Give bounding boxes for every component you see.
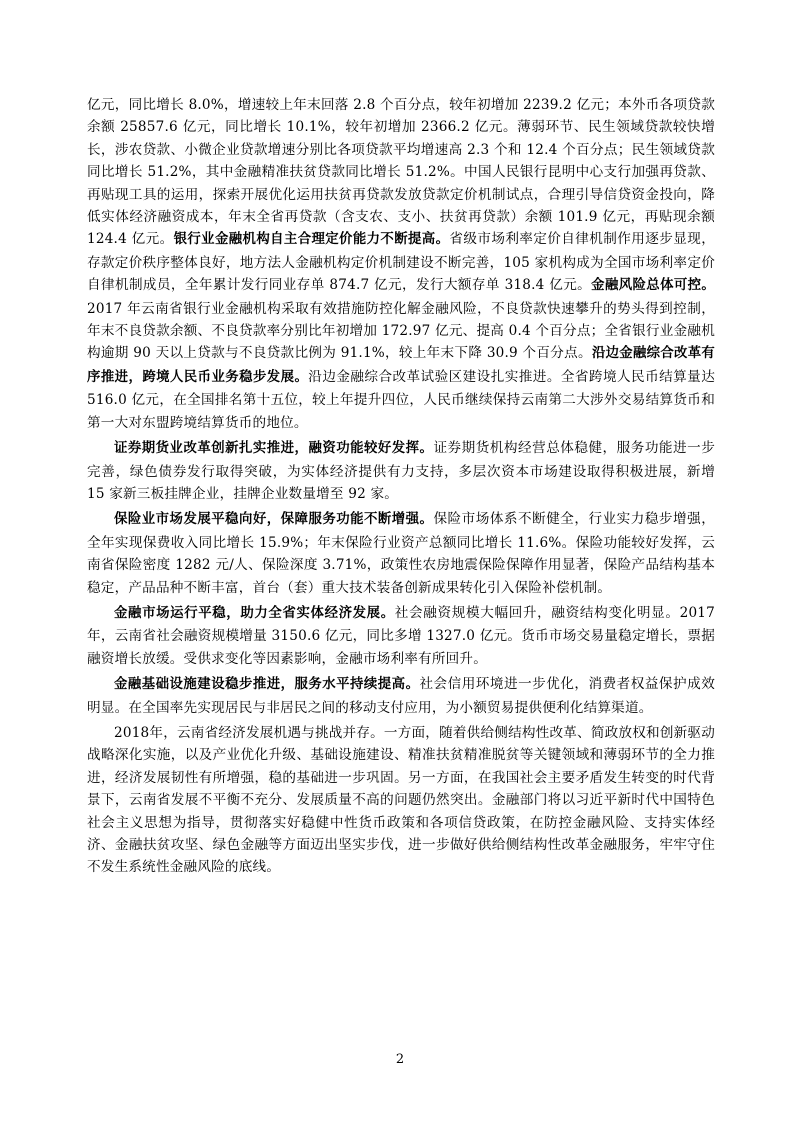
paragraph-securities — [87, 437, 715, 505]
paragraph-infrastructure — [87, 673, 715, 719]
text-segment: 沿边金融综合改革试验区建设扎实推进。全省跨境人民币结算量达 516.0 亿元，在全国排名第十五位，较上年提升四位，人民币继续保持云南第二大涉外交易结算货币和第一大对东盟跨境结算货币的地位。 — [87, 368, 715, 431]
heading-inline-financial-market: 金融市场运行平稳，助力全省实体经济发展。 — [114, 605, 395, 621]
text-segment: 2017 年云南省银行业金融机构采取有效措施防控化解金融风险，不良贷款快速攀升的势头得到控制，年末不良贷款余额、不良贷款率分别比年初增加 172.97 亿元、提高 0.4 个百分点；全省银行业金融机构逾期 90 天以上贷款与不良贷款比例为 91.1%，较上年末下降 30.9 个百分点。 — [87, 300, 715, 362]
text-segment: 证券期货机构经营总体稳健，服务功能进一步完善，绿色债券发行取得突破，为实体经济提供有力支持，多层次资本市场建设取得积极进展，新增 15 家新三板挂牌企业，挂牌企业数量增至 92 家。 — [87, 440, 715, 502]
text-segment: 社会融资规模大幅回升，融资结构变化明显。2017 年，云南省社会融资规模增量 3150.6 亿元，同比多增 1327.0 亿元。货币市场交易量稳定增长，票据融资增长放缓。受供求变化等因素影响，金融市场利率有所回升。 — [87, 604, 715, 667]
text-segment: 保险市场体系不断健全，行业实力稳步增强，全年实现保费收入同比增长 15.9%；年末保险行业资产总额同比增长 11.6%。保险功能较好发挥，云南省保险密度 1282 元/人、保险深度 3.71%，政策性农房地震保险保障作用显著，保险产品结构基本稳定，产品品种不断丰富，首台（套）重大技术装备创新成果转化引入保险补偿机制。 — [87, 511, 715, 596]
text-segment: 2018年，云南省经济发展机遇与挑战并存。一方面，随着供给侧结构性改革、简政放权和创新驱动战略深化实施，以及产业优化升级、基础设施建设、精准扶贫精准脱贫等关键领域和薄弱环节的全力推进，经济发展韧性有所增强，稳的基础进一步巩固。另一方面，在我国社会主要矛盾发生转变的时代背景下，云南省发展不平衡不充分、发展质量不高的问题仍然突出。金融部门将以习近平新时代中国特色社会主义思想为指导，贯彻落实好稳健中性货币政策和各项信贷政策，在防控金融风险、支持实体经济、金融扶贫攻坚、绿色金融等方面迈出坚实步伐，进一步做好供给侧结构性改革金融服务，牢牢守住不发生系统性金融风险的底线。 — [87, 724, 715, 876]
text-segment: 亿元，同比增长 8.0%，增速较上年末回落 2.8 个百分点，较年初增加 2239.2 亿元；本外币各项贷款余额 25857.6 亿元，同比增长 10.1%，较年初增加 2366.2 亿元。薄弱环节、民生领域贷款较快增长，涉农贷款、小微企业贷款增速分别比各项贷款平均增速高 2.3 个和 12.4 个百分点；民生领域贷款同比增长 51.2%，其中金融精准扶贫贷款同比增长 51.2%。中国人民银行昆明中心支行加强再贷款、再贴现工具的运用，探索开展优化运用扶贫再贷款发放贷款定价机制试点，合理引导信贷资金投向，降低实体经济融资成本，年末全省再贷款（含支农、支小、扶贫再贷款）余额 101.9 亿元，再贴现余额 124.4 亿元。 — [87, 97, 715, 248]
heading-inline-infrastructure: 金融基础设施建设稳步推进，服务水平持续提高。 — [114, 677, 420, 693]
document-body — [87, 94, 715, 882]
heading-inline-cross-border: 沿边金融综合改革有序推进，跨境人民币业务稳步发展。 — [87, 346, 715, 385]
heading-inline-securities: 证券期货业改革创新扎实推进，融资功能较好发挥。 — [114, 441, 434, 457]
paragraph-loans — [87, 94, 715, 434]
paragraph-outlook-2018 — [87, 722, 715, 879]
text-segment: 省级市场利率定价自律机制作用逐步显现，存款定价秩序整体良好，地方法人金融机构定价机制建设不断完善，105 家机构成为全国市场利率定价自律机制成员，全年累计发行同业存单 874.7 亿元，发行大额存单 318.4 亿元。 — [87, 231, 715, 294]
text-segment: 社会信用环境进一步优化，消费者权益保护成效明显。在全国率先实现居民与非居民之间的移动支付应用，为小额贸易提供便利化结算渠道。 — [87, 676, 715, 716]
paragraph-insurance — [87, 508, 715, 599]
heading-inline-pricing: 银行业金融机构自主合理定价能力不断提高。 — [173, 232, 450, 248]
heading-inline-risk: 金融风险总体可控。 — [591, 278, 715, 294]
page-number: 2 — [395, 1052, 405, 1067]
paragraph-financial-market — [87, 602, 715, 670]
heading-inline-insurance: 保险业市场发展平稳向好，保障服务功能不断增强。 — [114, 512, 434, 528]
